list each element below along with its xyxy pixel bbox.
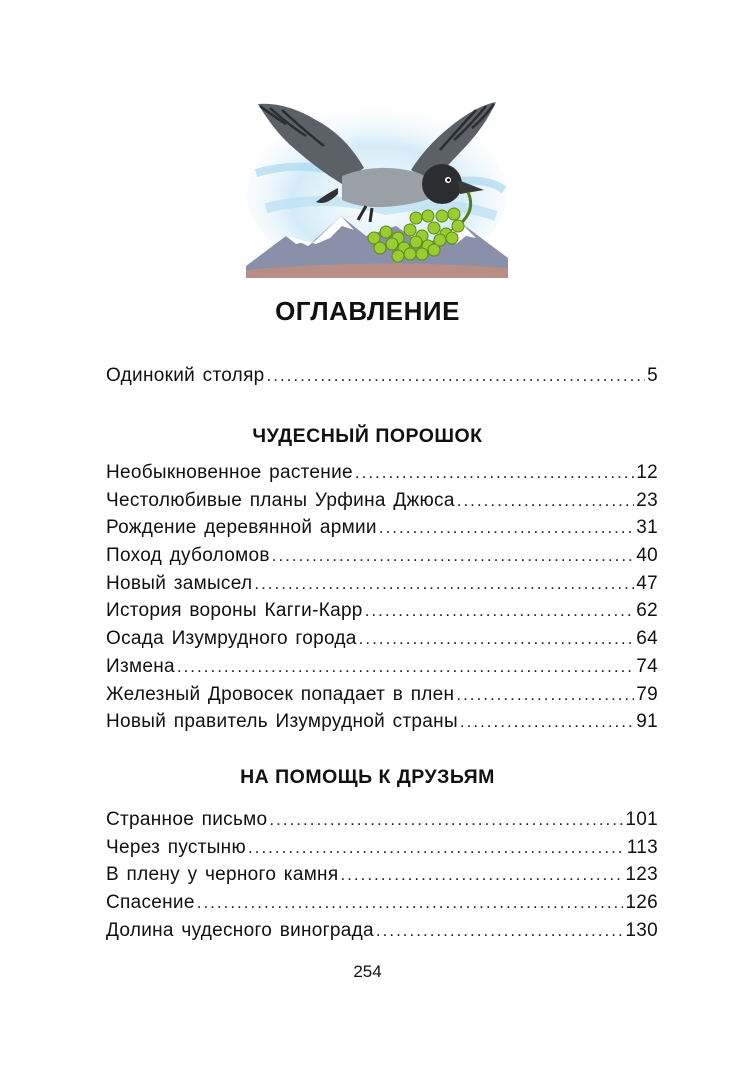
toc-entry-title: Через пустыню xyxy=(106,836,247,858)
toc-section-1 xyxy=(106,462,658,739)
toc-leader-dots xyxy=(197,893,624,913)
toc-entry-page: 74 xyxy=(636,655,658,677)
toc-leader-dots xyxy=(365,601,635,621)
toc-leader-dots xyxy=(267,366,646,386)
toc-entry[interactable] xyxy=(106,517,658,545)
toc-leader-dots xyxy=(177,657,634,677)
toc-entry[interactable] xyxy=(106,809,658,837)
toc-entry[interactable] xyxy=(106,920,658,948)
toc-entry[interactable] xyxy=(106,545,658,573)
toc-entry-title: Необыкновенное растение xyxy=(106,462,353,483)
toc-entry[interactable] xyxy=(106,864,658,892)
toc-entry-title: Честолюбивые планы Урфина Джюса xyxy=(106,489,455,511)
toc-leader-dots xyxy=(355,463,634,483)
toc-entry-page: 113 xyxy=(626,836,658,858)
toc-entry-page: 5 xyxy=(647,365,658,386)
page-title: ОГЛАВЛЕНИЕ xyxy=(275,296,460,326)
toc-entry-title: Рождение деревянной армии xyxy=(106,517,377,539)
toc-leader-dots xyxy=(456,685,634,705)
toc-leader-dots xyxy=(379,518,634,538)
toc-entry-page: 40 xyxy=(636,545,658,567)
toc-entry-page: 123 xyxy=(625,864,658,886)
toc-entry[interactable] xyxy=(106,600,658,628)
toc-entry-page: 79 xyxy=(636,683,658,705)
toc-entry[interactable] xyxy=(106,628,658,656)
toc-entry-page: 126 xyxy=(625,892,658,914)
toc-entry-page: 101 xyxy=(625,809,658,830)
toc-intro xyxy=(106,365,658,393)
toc-entry-title: Странное письмо xyxy=(106,809,268,830)
toc-leader-dots xyxy=(457,491,635,511)
crow-with-grapes-icon xyxy=(246,98,508,278)
toc-section-2 xyxy=(106,809,658,947)
toc-entry-page: 91 xyxy=(636,711,658,733)
page-number: 254 xyxy=(353,962,382,981)
toc-entry-page: 12 xyxy=(636,462,658,483)
toc-leader-dots xyxy=(359,629,635,649)
toc-entry-title: Осада Изумрудного города xyxy=(106,628,357,650)
toc-entry-title: Поход дуболомов xyxy=(106,545,270,567)
toc-leader-dots xyxy=(376,921,623,941)
toc-entry-page: 130 xyxy=(625,919,658,941)
section-heading: ЧУДЕСНЫЙ ПОРОШОК xyxy=(252,425,483,447)
toc-entry-title: В плену у черного камня xyxy=(106,864,339,886)
toc-entry-title: Измена xyxy=(106,655,175,677)
toc-leader-dots xyxy=(340,865,623,885)
toc-entry[interactable] xyxy=(106,837,658,865)
toc-entry-page: 47 xyxy=(636,572,658,594)
toc-entry[interactable] xyxy=(106,573,658,601)
toc-entry-title: История вороны Кагги-Карр xyxy=(106,600,363,622)
toc-leader-dots xyxy=(460,712,634,732)
toc-entry-title: Одинокий столяр xyxy=(106,365,265,386)
toc-entry-title: Новый замысел xyxy=(106,572,253,594)
toc-entry[interactable] xyxy=(106,656,658,684)
toc-entry-page: 31 xyxy=(636,517,658,539)
toc-entry-title: Спасение xyxy=(106,892,195,914)
toc-entry[interactable] xyxy=(106,462,658,490)
toc-entry[interactable] xyxy=(106,892,658,920)
toc-entry[interactable] xyxy=(106,711,658,739)
toc-entry[interactable] xyxy=(106,365,658,393)
toc-entry-title: Долина чудесного винограда xyxy=(106,919,374,941)
toc-leader-dots xyxy=(269,810,623,830)
toc-entry-title: Железный Дровосек попадает в плен xyxy=(106,683,455,705)
toc-leader-dots xyxy=(272,546,635,566)
toc-entry-page: 62 xyxy=(636,600,658,622)
toc-entry-page: 23 xyxy=(636,489,658,511)
toc-leader-dots xyxy=(254,574,634,594)
toc-entry-title: Новый правитель Изумрудной страны xyxy=(106,711,458,733)
section-heading: НА ПОМОЩЬ К ДРУЗЬЯМ xyxy=(240,766,495,788)
toc-entry[interactable] xyxy=(106,684,658,712)
toc-entry[interactable] xyxy=(106,490,658,518)
toc-leader-dots xyxy=(248,838,625,858)
toc-entry-page: 64 xyxy=(636,628,658,650)
